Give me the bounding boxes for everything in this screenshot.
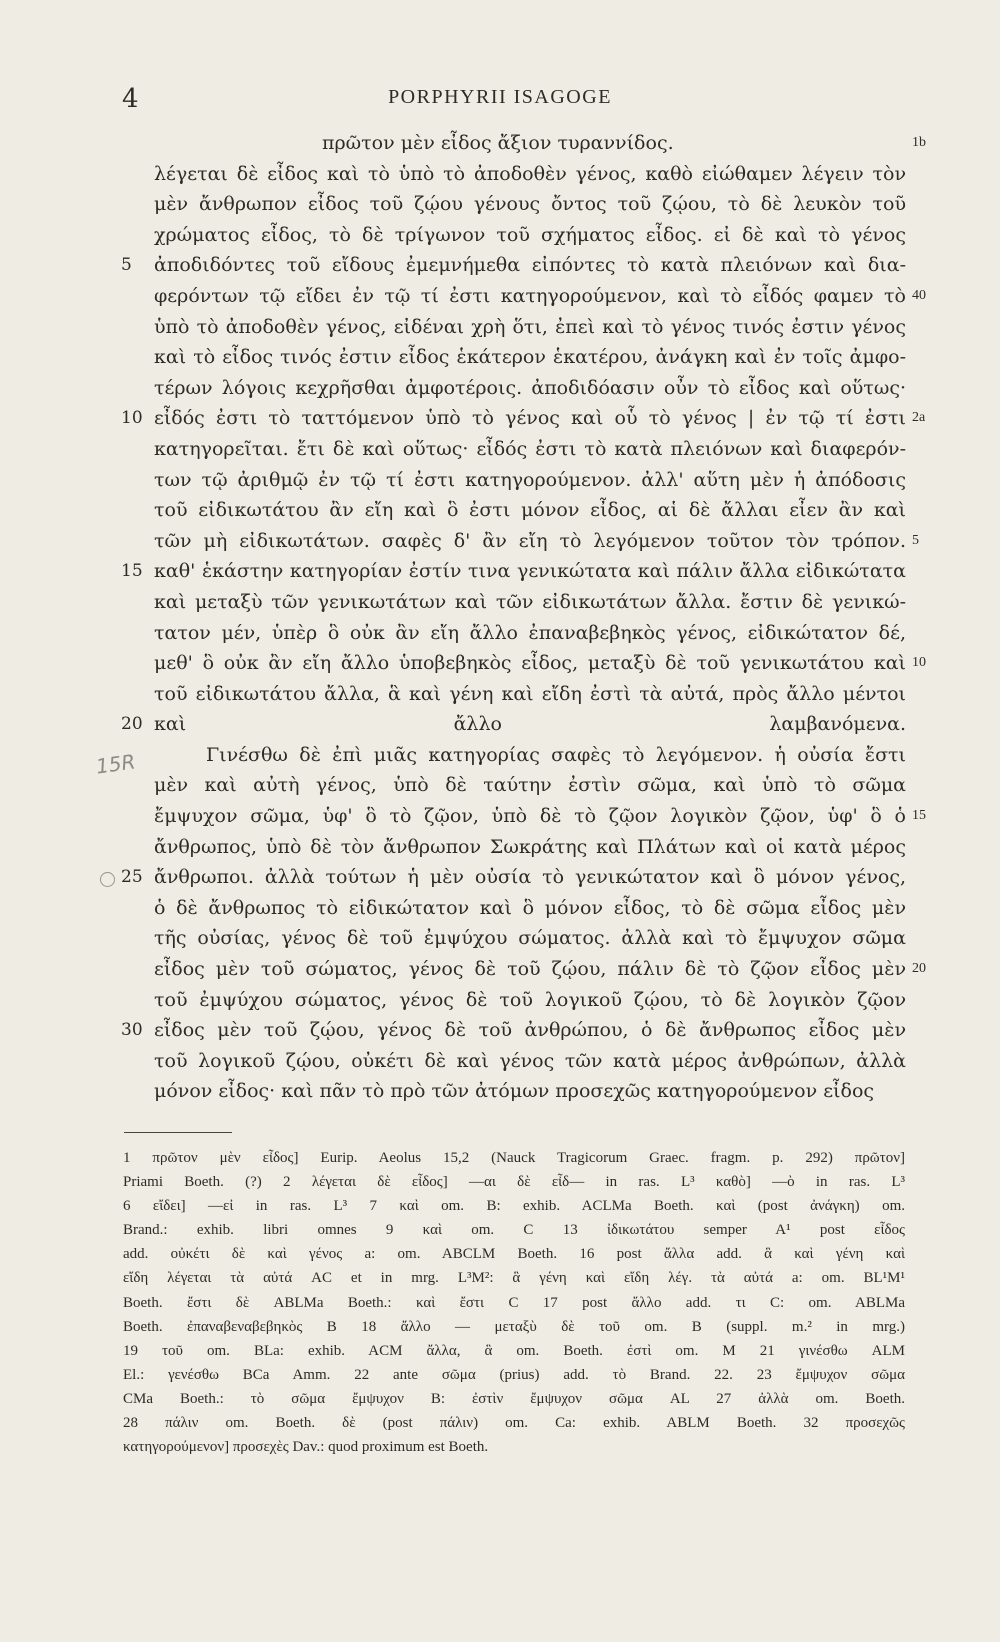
line-text: τῶν μὴ εἰδικωτάτων. σαφὲς δ' ἂν εἴη τὸ λεγόμενον τοῦτον τὸν τρόπον. [154,529,906,552]
line-number: 15 [121,561,143,582]
apparatus-line [0,1363,1000,1387]
line-number: 10 [121,408,143,429]
margin-reference: 2a [912,410,926,426]
page-header [0,84,1000,120]
text-line [0,923,1000,954]
text-line [0,985,1000,1016]
line-text: τοῦ ἐμψύχου σώματος, γένος δὲ τοῦ λογικοῦ ζῴου, τὸ δὲ λογικὸν ζῷον [154,988,906,1011]
line-text: τατον μέν, ὑπὲρ ὃ οὐκ ἂν εἴη ἄλλο ἐπαναβεβηκὸς γένος, εἰδικώτατον δέ, [154,621,906,644]
text-line [0,434,1000,465]
apparatus-text: CMa Boeth.: τὸ σῶμα ἔμψυχον B: ἐστὶν ἔμψυχον σῶμα AL 27 ἀλλὰ om. Boeth. [123,1390,905,1407]
apparatus-line [0,1194,1000,1218]
apparatus-text: add. οὐκέτι δὲ καὶ γένος a: om. ABCLM Boeth. 16 post ἄλλα add. ἃ καὶ γένη καὶ [123,1246,905,1263]
line-text: εἶδος μὲν τοῦ σώματος, γένος δὲ τοῦ ζῴου, πάλιν δὲ τὸ ζῷον εἶδος μὲν [154,958,906,981]
text-line [0,770,1000,801]
text-line [0,281,1000,312]
margin-reference: 40 [912,287,926,303]
line-text: ἄνθρωποι. ἀλλὰ τούτων ἡ μὲν οὐσία τὸ γενικώτατον καὶ ὃ μόνον γένος, [154,866,906,889]
apparatus-line [0,1435,1000,1459]
line-text: μεθ' ὃ οὐκ ἂν εἴη ἄλλο ὑποβεβηκὸς εἶδος, μεταξὺ δὲ τοῦ γενικωτάτου καὶ [154,652,906,675]
apparatus-line [0,1387,1000,1411]
text-line [0,465,1000,496]
line-text: κατηγορεῖται. ἔτι δὲ καὶ οὕτως· εἶδός ἐστι τὸ κατὰ πλειόνων καὶ διαφερόν- [154,437,906,460]
line-text: των τῷ ἀριθμῷ ἐν τῷ τί ἐστι κατηγορούμενον. ἀλλ' αὕτη μὲν ἡ ἀπόδοσις [154,468,906,491]
footnote-rule [124,1132,232,1133]
apparatus-line [0,1291,1000,1315]
line-text: εἶδος μὲν τοῦ ζῴου, γένος δὲ τοῦ ἀνθρώπου, ὁ δὲ ἄνθρωπος εἶδος μὲν [154,1019,906,1042]
text-line [0,709,1000,740]
text-line [0,189,1000,220]
apparatus-text: El.: γενέσθω BCa Amm. 22 ante σῶμα (prius) add. τὸ Brand. 22. 23 ἔμψυχον σῶμα [123,1366,905,1383]
apparatus-text: εἴδη λέγεται τὰ αὐτά AC et in mrg. L³M²: ἃ γένη καὶ εἴδη λέγ. τὰ αὐτά a: om. BL¹M¹ [123,1270,905,1287]
line-text: τοῦ εἰδικωτάτου ἂν εἴη καὶ ὃ ἐστι μόνον εἶδος, αἱ δὲ ἄλλαι εἶεν ἂν καὶ [154,499,906,522]
text-line [0,312,1000,343]
pencil-circle-mark [100,872,115,887]
apparatus-line [0,1266,1000,1290]
apparatus-line [0,1218,1000,1242]
apparatus-text: Boeth. ἔστι δὲ ABLMa Boeth.: καὶ ἔστι C 17 post ἄλλο add. τι C: om. ABLMa [123,1294,905,1311]
pencil-annotation: 15R [94,749,137,779]
line-text: εἶδός ἐστι τὸ ταττόμενον ὑπὸ τὸ γένος καὶ οὗ τὸ γένος | ἐν τῷ τί ἐστι [154,407,906,430]
text-line [0,159,1000,190]
apparatus-text: Brand.: exhib. libri omnes 9 καὶ om. C 13 ἰδικωτάτου semper A¹ post εἶδος [123,1222,905,1239]
line-text: πρῶτον μὲν εἶδος ἄξιον τυραννίδος. [322,132,674,154]
text-line [0,648,1000,679]
margin-reference: 1b [912,135,926,150]
text-line [0,893,1000,924]
line-text: καὶ τὸ εἶδος τινός ἐστιν εἶδος ἑκάτερον ἑκατέρου, ἀνάγκη καὶ ἐν τοῖς ἀμφο- [154,346,906,369]
text-line [0,403,1000,434]
line-text: ἀποδιδόντες τοῦ εἴδους ἐμεμνήμεθα εἰπόντες τὸ κατὰ πλειόνων καὶ δια- [154,254,906,277]
line-number: 30 [121,1020,143,1041]
line-text: τοῦ εἰδικωτάτου ἄλλα, ἃ καὶ γένη καὶ εἴδη ἐστὶ τὰ αὐτά, πρὸς ἄλλο μέντοι [154,682,906,705]
line-text: ὁ δὲ ἄνθρωπος τὸ εἰδικώτατον καὶ ὃ μόνον εἶδος, τὸ δὲ σῶμα εἶδος μὲν [154,896,906,919]
apparatus-text: 28 πάλιν om. Boeth. δὲ (post πάλιν) om. Ca: exhib. ABLM Boeth. 32 προσεχῶς [123,1415,905,1432]
text-line [0,618,1000,649]
line-text: ἔμψυχον σῶμα, ὑφ' ὃ τὸ ζῷον, ὑπὸ δὲ τὸ ζῷον λογικὸν ζῷον, ὑφ' ὃ ὁ [154,805,906,828]
margin-reference: 15 [912,808,926,824]
text-line [0,526,1000,557]
apparatus-text: Priami Boeth. (?) 2 λέγεται δὲ εἶδος] —αι δὲ εἶδ— in ras. L³ καθὸ] —ὸ in ras. L³ [123,1174,905,1191]
line-text: ὑπὸ τὸ ἀποδοθὲν γένος, εἰδέναι χρὴ ὅτι, ἐπεὶ καὶ τὸ γένος τινός ἐστιν γένος [154,315,906,338]
text-line [0,1046,1000,1077]
apparatus-line [0,1339,1000,1363]
text-line [0,954,1000,985]
line-text: ἄνθρωπος, ὑπὸ δὲ τὸν ἄνθρωπον Σωκράτης καὶ Πλάτων καὶ οἱ κατὰ μέρος [154,835,906,858]
line-text: Γινέσθω δὲ ἐπὶ μιᾶς κατηγορίας σαφὲς τὸ λεγόμενον. ἡ οὐσία ἔστι [206,743,906,766]
margin-reference: 5 [912,532,919,548]
text-line [0,801,1000,832]
apparatus-line [0,1146,1000,1170]
main-text [0,128,1000,1107]
text-line [0,220,1000,251]
running-head: PORPHYRII ISAGOGE [388,86,612,108]
line-text: καὶ μεταξὺ τῶν γενικωτάτων καὶ τῶν εἰδικωτάτων ἄλλα. ἔστιν δὲ γενικώ- [154,590,906,613]
text-line [0,587,1000,618]
line-text: φερόντων τῷ εἴδει ἐν τῷ τί ἐστι κατηγορούμενον, καὶ τὸ εἶδός φαμεν τὸ [154,284,906,307]
line-text: μὲν ἄνθρωπον εἶδος τοῦ ζῴου γένους ὄντος τοῦ ζῴου, τὸ δὲ λευκὸν τοῦ [154,193,906,216]
apparatus-text: 6 εἴδει] —εἰ in ras. L³ 7 καὶ om. B: exhib. ACLMa Boeth. καὶ (post ἀνάγκη) om. [123,1198,905,1215]
line-text: τοῦ λογικοῦ ζῴου, οὐκέτι δὲ καὶ γένος τῶν κατὰ μέρος ἀνθρώπων, ἀλλὰ [154,1049,906,1072]
text-line [0,740,1000,771]
apparatus-text: κατηγορούμενον] προσεχὲς Dav.: quod proximum est Boeth. [123,1439,489,1456]
apparatus-line [0,1242,1000,1266]
text-line [0,679,1000,710]
page-number: 4 [122,84,139,114]
text-line [0,1076,1000,1107]
line-text: τέρων λόγοις κεχρῆσθαι ἀμφοτέροις. ἀποδιδόασιν οὖν τὸ εἶδος καὶ οὕτως· [154,376,906,399]
text-line [0,832,1000,863]
critical-apparatus [0,1146,1000,1459]
apparatus-text: 19 τοῦ om. BLa: exhib. ACM ἄλλα, ἃ om. Boeth. ἐστὶ om. M 21 γινέσθω ALM [123,1342,905,1359]
text-line [0,342,1000,373]
text-line [0,556,1000,587]
margin-reference: 20 [912,961,926,977]
apparatus-line [0,1411,1000,1435]
text-line [0,250,1000,281]
line-number: 20 [121,714,143,735]
text-line [0,862,1000,893]
text-line [0,495,1000,526]
line-text: μὲν καὶ αὐτὴ γένος, ὑπὸ δὲ ταύτην ἐστὶν σῶμα, καὶ ὑπὸ τὸ σῶμα [154,774,906,797]
apparatus-text: Boeth. ἐπαναβεναβεβηκὸς B 18 ἄλλο — μεταξὺ δὲ τοῦ om. B (suppl. m.² in mrg.) [123,1318,905,1335]
line-number: 25 [121,867,143,888]
apparatus-text: 1 πρῶτον μὲν εἶδος] Eurip. Aeolus 15,2 (Nauck Tragicorum Graec. fragm. p. 292) πρῶτον] [123,1150,905,1166]
line-number: 5 [121,255,132,276]
text-line [0,128,1000,159]
apparatus-line [0,1170,1000,1194]
line-text: μόνον εἶδος· καὶ πᾶν τὸ πρὸ τῶν ἀτόμων προσεχῶς κατηγορούμενον εἶδος [154,1080,875,1103]
text-line [0,1015,1000,1046]
line-text: καὶ ἄλλο λαμβανόμενα. [154,713,906,736]
apparatus-line [0,1315,1000,1339]
line-text: λέγεται δὲ εἶδος καὶ τὸ ὑπὸ τὸ ἀποδοθὲν γένος, καθὸ εἰώθαμεν λέγειν τὸν [154,162,906,185]
margin-reference: 10 [912,655,926,671]
line-text: χρώματος εἶδος, τὸ δὲ τρίγωνον τοῦ σχήματος εἶδος. εἰ δὲ καὶ τὸ γένος [154,223,906,246]
line-text: καθ' ἑκάστην κατηγορίαν ἐστίν τινα γενικώτατα καὶ πάλιν ἄλλα εἰδικώτατα [154,560,906,583]
text-line [0,373,1000,404]
line-text: τῆς οὐσίας, γένος δὲ τοῦ ἐμψύχου σώματος. ἀλλὰ καὶ τὸ ἔμψυχον σῶμα [154,927,906,950]
